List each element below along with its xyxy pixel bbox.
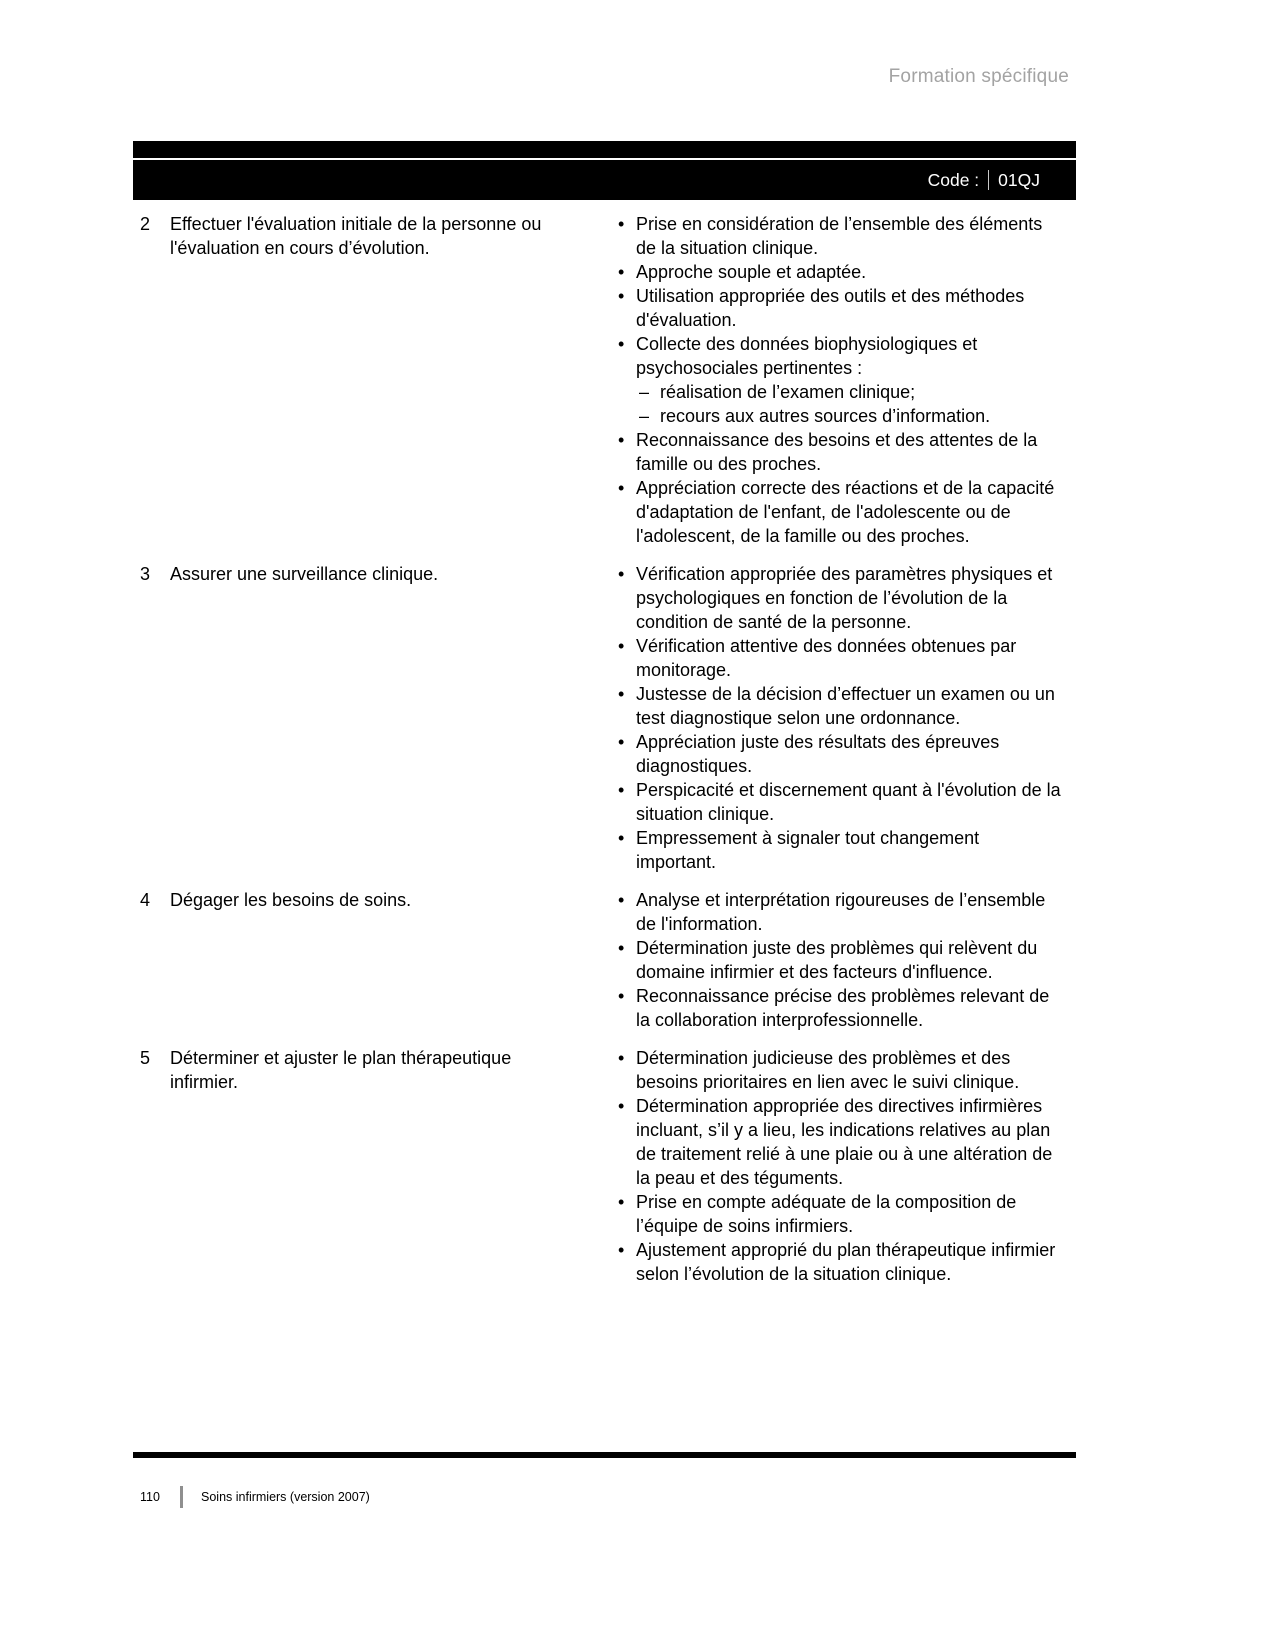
criteria-item [617, 1094, 1062, 1190]
page-number: 110 [140, 1490, 160, 1504]
criteria-text: Empressement à signaler tout changement important. [636, 828, 980, 872]
competency-statement: Assurer une surveillance clinique. [170, 564, 439, 584]
criteria-text: Utilisation appropriée des outils et des méthodes d'évaluation. [636, 286, 1025, 330]
criteria-sublist [636, 380, 1062, 428]
criteria-text: Ajustement approprié du plan thérapeutique infirmier selon l’évolution de la situation clinique. [636, 1240, 1056, 1284]
code-text [928, 162, 1040, 198]
criteria-item [617, 1238, 1062, 1286]
criteria-text: Appréciation correcte des réactions et de la capacité d'adaptation de l'enfant, de l'adolescente ou de l'adolescent, de la famille ou des proches. [636, 478, 1055, 546]
criteria-item [617, 936, 1062, 984]
criteria-text: Reconnaissance des besoins et des attentes de la famille ou des proches. [636, 430, 1038, 474]
criteria-list [603, 562, 1062, 874]
criteria-text: Reconnaissance précise des problèmes relevant de la collaboration interprofessionnelle. [636, 986, 1050, 1030]
criteria-text: Vérification appropriée des paramètres physiques et psychologiques en fonction de l’évolution de la condition de santé de la personne. [636, 564, 1053, 632]
competency-number: 3 [140, 564, 151, 584]
criteria-item [617, 1190, 1062, 1238]
competency-row [133, 212, 1076, 548]
criteria-item [617, 682, 1062, 730]
competency-row [133, 562, 1076, 874]
competency-number: 5 [140, 1048, 151, 1068]
criteria-text: Analyse et interprétation rigoureuses de l’ensemble de l'information. [636, 890, 1046, 934]
criteria-item [617, 476, 1062, 548]
code-bar [133, 141, 1076, 200]
criteria-text: Approche souple et adaptée. [636, 262, 867, 282]
competency-cell [133, 888, 603, 1032]
criteria-text: Collecte des données biophysiologiques et psychosociales pertinentes : [636, 334, 978, 378]
criteria-text: Prise en compte adéquate de la composition de l’équipe de soins infirmiers. [636, 1192, 1017, 1236]
criteria-item [617, 826, 1062, 874]
competency-statement: Dégager les besoins de soins. [170, 890, 412, 910]
competency-number: 4 [140, 890, 151, 910]
code-separator [988, 170, 989, 190]
criteria-list [603, 1046, 1062, 1286]
code-value: 01QJ [998, 169, 1040, 190]
criteria-list [603, 212, 1062, 548]
footer-divider [180, 1486, 183, 1508]
competency-cell [133, 212, 603, 548]
criteria-item [617, 778, 1062, 826]
criteria-text: Vérification attentive des données obtenues par monitorage. [636, 636, 1017, 680]
criteria-text: Appréciation juste des résultats des épreuves diagnostiques. [636, 732, 1000, 776]
competency-cell [133, 1046, 603, 1286]
competency-cell [133, 562, 603, 874]
criteria-text: Détermination judicieuse des problèmes et des besoins prioritaires en lien avec le suivi clinique. [636, 1048, 1020, 1092]
criteria-subitem: – recours aux autres sources d’information. [636, 404, 1062, 428]
competency-statement: Déterminer et ajuster le plan thérapeutique infirmier. [170, 1048, 512, 1092]
criteria-item [617, 634, 1062, 682]
criteria-item [617, 730, 1062, 778]
criteria-item [617, 1046, 1062, 1094]
competency-row [133, 888, 1076, 1032]
competency-number: 2 [140, 214, 151, 234]
competency-table [133, 212, 1076, 1300]
criteria-list [603, 888, 1062, 1032]
code-label: Code : [927, 169, 980, 190]
footer-text: Soins infirmiers (version 2007) [201, 1490, 370, 1504]
criteria-text: Perspicacité et discernement quant à l'évolution de la situation clinique. [636, 780, 1061, 824]
criteria-text: Prise en considération de l’ensemble des éléments de la situation clinique. [636, 214, 1043, 258]
code-bar-divider-line [133, 158, 1076, 160]
competency-statement: Effectuer l'évaluation initiale de la personne ou l'évaluation en cours d’évolution. [170, 214, 542, 258]
criteria-item [617, 284, 1062, 332]
criteria-item [617, 332, 1062, 428]
criteria-subitem: – réalisation de l’examen clinique; [636, 380, 1062, 404]
criteria-item [617, 562, 1062, 634]
criteria-item [617, 212, 1062, 260]
competency-row [133, 1046, 1076, 1286]
page-footer [140, 1486, 370, 1508]
criteria-item [617, 888, 1062, 936]
criteria-item [617, 260, 1062, 284]
criteria-item [617, 984, 1062, 1032]
criteria-text: Détermination juste des problèmes qui relèvent du domaine infirmier et des facteurs d'influence. [636, 938, 1038, 982]
criteria-text: Détermination appropriée des directives infirmières incluant, s’il y a lieu, les indications relatives au plan de traitement relié à une plaie ou à une altération de la peau et des téguments. [636, 1096, 1053, 1188]
criteria-text: Justesse de la décision d’effectuer un examen ou un test diagnostique selon une ordonnance. [636, 684, 1055, 728]
criteria-item [617, 428, 1062, 476]
footer-rule [133, 1452, 1076, 1458]
section-header-label: Formation spécifique [888, 66, 1069, 87]
